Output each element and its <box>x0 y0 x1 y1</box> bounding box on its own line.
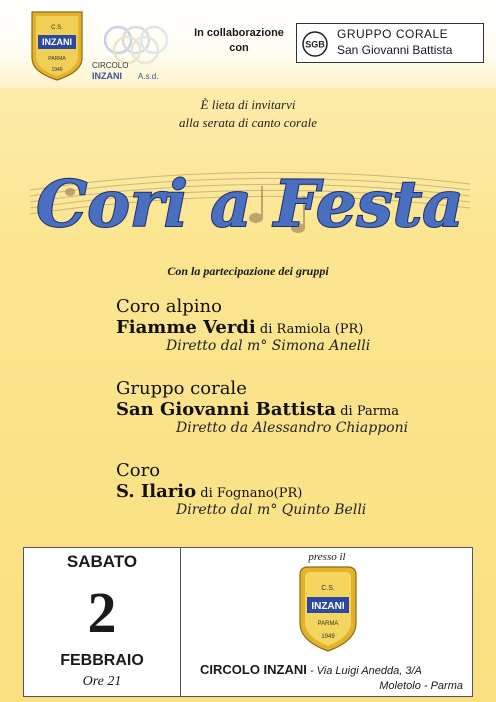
svg-text:C.S.: C.S. <box>321 585 335 592</box>
event-time: Ore 21 <box>82 674 122 689</box>
venue-name: CIRCOLO INZANI <box>200 662 307 677</box>
box-divider <box>180 548 181 696</box>
svg-text:PARMA: PARMA <box>48 56 66 62</box>
invite-line2: alla serata di canto corale <box>179 115 317 130</box>
header <box>0 0 496 88</box>
gruppo-line2: San Giovanni Battista <box>337 43 453 57</box>
group-type: Gruppo corale <box>116 378 247 399</box>
group-location: di Fognano(PR) <box>196 486 303 501</box>
circolo-inzani-logo <box>26 10 180 82</box>
collaboration-text <box>183 26 295 56</box>
group-director: Diretto dal m° Quinto Belli <box>176 502 367 518</box>
group-name: S. Ilario <box>116 481 197 502</box>
group-type: Coro <box>116 460 161 481</box>
venue-separator: - <box>306 665 317 677</box>
event-month: FEBBRAIO <box>60 652 144 669</box>
shield-logo <box>32 12 82 80</box>
svg-text:INZANI: INZANI <box>42 37 72 47</box>
group-director: Diretto dal m° Simona Anelli <box>166 338 371 354</box>
group-3 <box>116 460 366 518</box>
logo-caption-line2: INZANI <box>92 71 122 81</box>
svg-text:INZANI: INZANI <box>311 601 345 612</box>
event-details-box <box>23 547 473 697</box>
venue-shield-logo <box>296 565 360 653</box>
svg-text:C.S.: C.S. <box>51 25 63 31</box>
svg-text:PARMA: PARMA <box>317 621 339 627</box>
group-director: Diretto da Alessandro Chiapponi <box>176 420 409 436</box>
group-name: Fiamme Verdi <box>116 317 256 338</box>
participation-heading: Con la partecipazione dei gruppi <box>167 264 329 278</box>
group-name-line <box>116 399 408 420</box>
event-title <box>30 138 470 258</box>
group-1 <box>116 296 370 354</box>
title-text: Cori a Festa <box>36 167 464 242</box>
gruppo-corale-logo <box>296 23 484 63</box>
invite-line1: È lieta di invitarvi <box>200 97 296 112</box>
invitation-text <box>0 96 496 132</box>
presso-text: presso il <box>308 551 346 563</box>
svg-text:1949: 1949 <box>321 634 335 640</box>
venue-address: Via Luigi Anedda, 3/A <box>316 665 422 677</box>
venue-line <box>200 662 422 677</box>
logo-caption-line1: CIRCOLO <box>92 61 129 70</box>
sgb-monogram-icon <box>301 30 329 58</box>
group-2 <box>116 378 408 436</box>
collab-line1: In collaborazione <box>194 27 284 39</box>
group-type: Coro alpino <box>116 296 222 317</box>
group-name-line <box>116 481 366 502</box>
event-weekday: SABATO <box>66 552 138 571</box>
collab-line2: con <box>229 42 249 54</box>
group-location: di Ramiola (PR) <box>255 322 364 337</box>
group-name: San Giovanni Battista <box>116 399 337 420</box>
group-location: di Parma <box>336 404 400 419</box>
venue-town: Moletolo - Parma <box>379 680 463 692</box>
group-name-line <box>116 317 370 338</box>
gruppo-line1: GRUPPO CORALE <box>337 27 449 41</box>
svg-text:1949: 1949 <box>51 67 63 73</box>
svg-text:SGB: SGB <box>305 39 325 50</box>
event-day: 2 <box>87 580 117 645</box>
olympic-rings-decoration <box>105 27 167 63</box>
logo-caption-suffix: A.s.d. <box>138 72 159 81</box>
